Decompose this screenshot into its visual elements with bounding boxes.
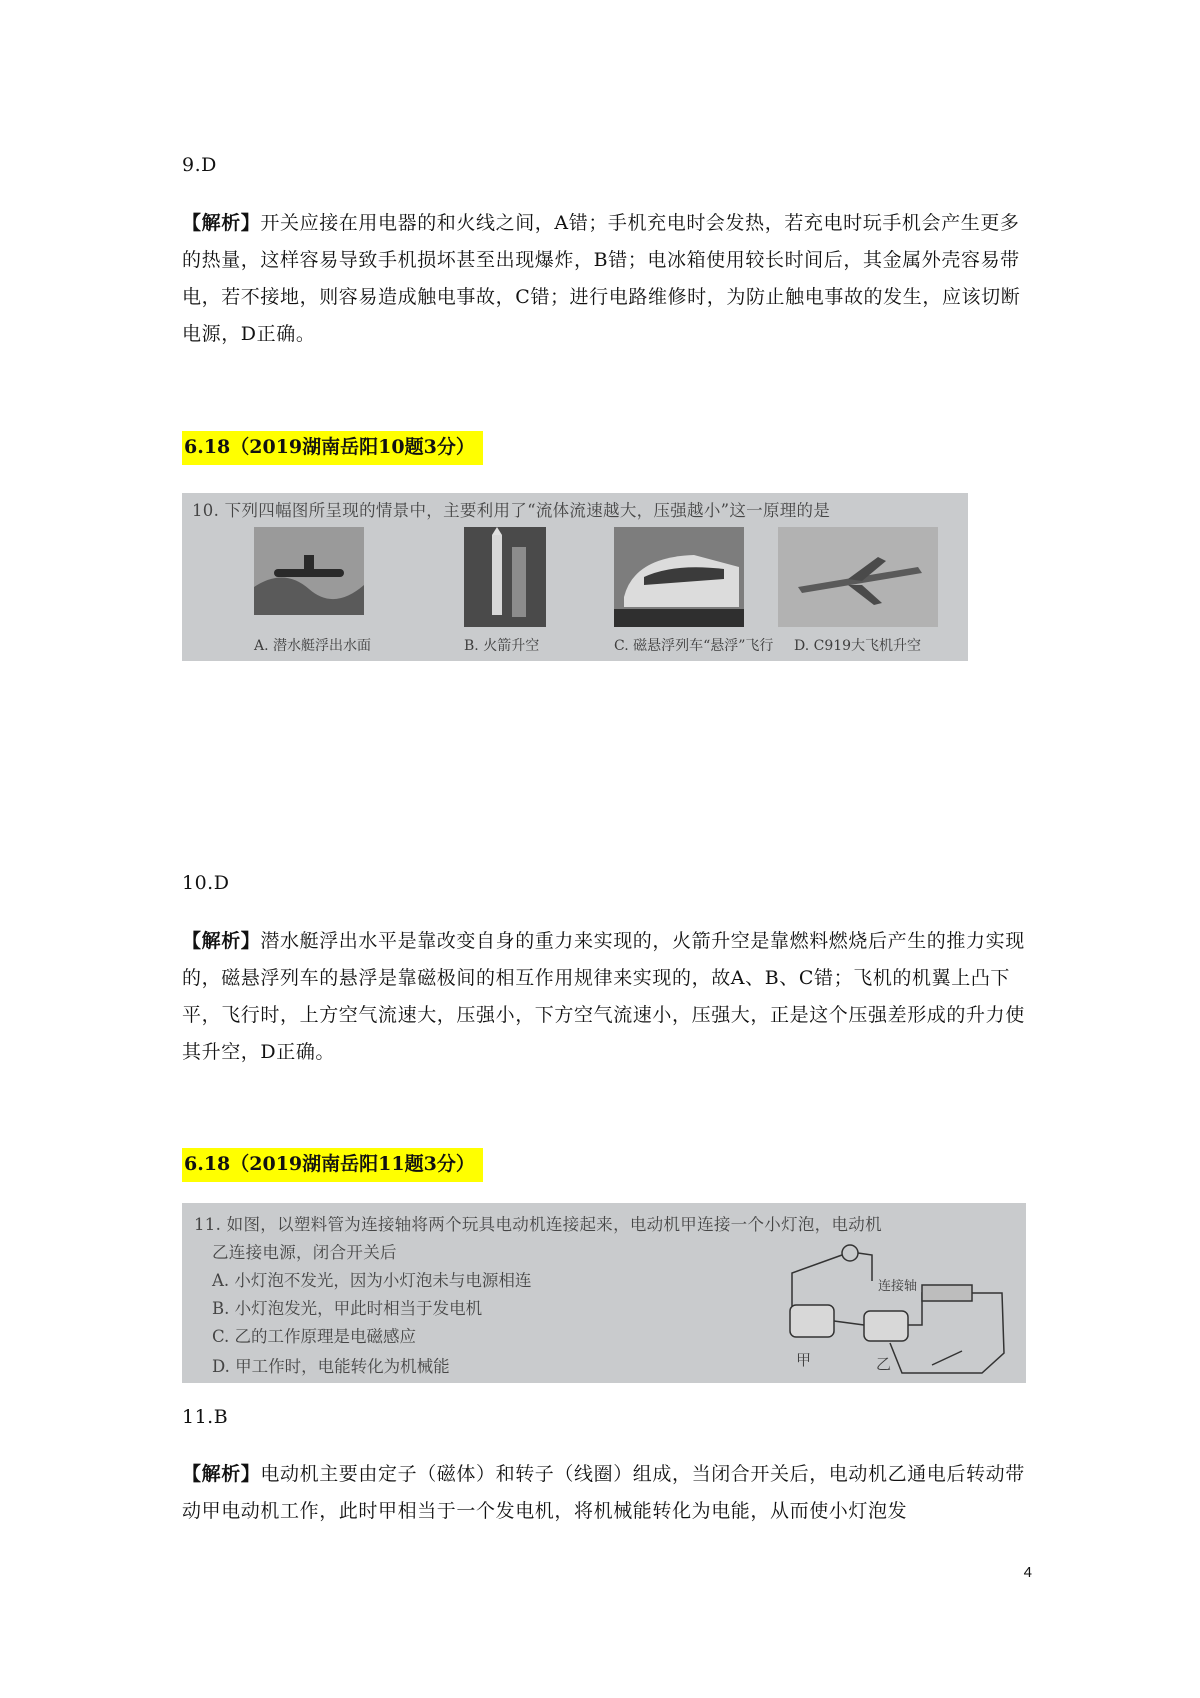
q11-explanation-text: 电动机主要由定子（磁体）和转子（线圈）组成，当闭合开关后，电动机乙通电后转动带动甲电动机工作，此时甲相当于一个发电机，将机械能转化为电能，从而使小灯泡发 [182,1463,1025,1522]
q10-option-c: C. 磁悬浮列车“悬浮”飞行 [614,638,774,654]
rocket-icon [464,527,546,627]
motor-b-label: 乙 [876,1355,892,1373]
q9-explanation-label: 【解析】 [182,212,261,234]
q11-option-a: A. 小灯泡不发光，因为小灯泡未与电源相连 [212,1271,532,1290]
q11-scanned-question [182,1203,1026,1383]
maglev-train-image [614,527,744,627]
q11-option-b: B. 小灯泡发光，甲此时相当于发电机 [212,1299,483,1318]
motor-circuit-diagram [772,1233,1012,1378]
submarine-icon [254,527,364,615]
q10-answer: 10.D [182,872,230,894]
q11-explanation [182,1456,1025,1530]
q10-option-b: B. 火箭升空 [464,638,540,654]
q9-explanation [182,205,1025,353]
q9-explanation-text: 开关应接在用电器的和火线之间，A错；手机充电时会发热，若充电时玩手机会产生更多的热量，这样容易导致手机损坏甚至出现爆炸，B错；电冰箱使用较长时间后，其金属外壳容易带电，若不接地，则容易造成触电事故，C错；进行电路维修时，为防止触电事故的发生，应该切断电源，D正确。 [182,212,1021,345]
q10-scanned-question [182,493,968,661]
q11-question-line1: 11. 如图，以塑料管为连接轴将两个玩具电动机连接起来，电动机甲连接一个小灯泡，电动机 [194,1215,882,1234]
q10-option-d: D. C919大飞机升空 [794,638,922,654]
submarine-image [254,527,364,615]
rocket-image [464,527,546,627]
airplane-image [778,527,938,627]
q11-source-tag: 6.18（2019湖南岳阳11题3分） [182,1148,483,1182]
shaft-label: 连接轴 [878,1279,918,1294]
q10-explanation [182,923,1025,1071]
q11-option-d: D. 甲工作时，电能转化为机械能 [212,1357,450,1376]
page-number: 4 [1023,1564,1032,1581]
motor-a-label: 甲 [796,1351,812,1369]
q11-option-c: C. 乙的工作原理是电磁感应 [212,1327,417,1346]
q10-explanation-text: 潜水艇浮出水平是靠改变自身的重力来实现的，火箭升空是靠燃料燃烧后产生的推力实现的，磁悬浮列车的悬浮是靠磁极间的相互作用规律来实现的，故A、B、C错；飞机的机翼上凸下平，飞行时，上方空气流速大，压强小，下方空气流速小，压强大，正是这个压强差形成的升力使其升空，D正确。 [182,930,1025,1063]
q9-answer: 9.D [182,154,217,176]
q10-source-tag: 6.18（2019湖南岳阳10题3分） [182,431,483,465]
airplane-icon [778,527,938,627]
train-icon [614,527,744,627]
q11-question-line2: 乙连接电源，闭合开关后 [212,1243,397,1262]
q11-answer: 11.B [182,1406,229,1428]
q11-explanation-label: 【解析】 [182,1463,261,1485]
q10-question-text: 10. 下列四幅图所呈现的情景中，主要利用了“流体流速越大，压强越小”这一原理的是 [192,501,831,520]
q10-option-a: A. 潜水艇浮出水面 [254,638,372,654]
q10-explanation-label: 【解析】 [182,930,261,952]
